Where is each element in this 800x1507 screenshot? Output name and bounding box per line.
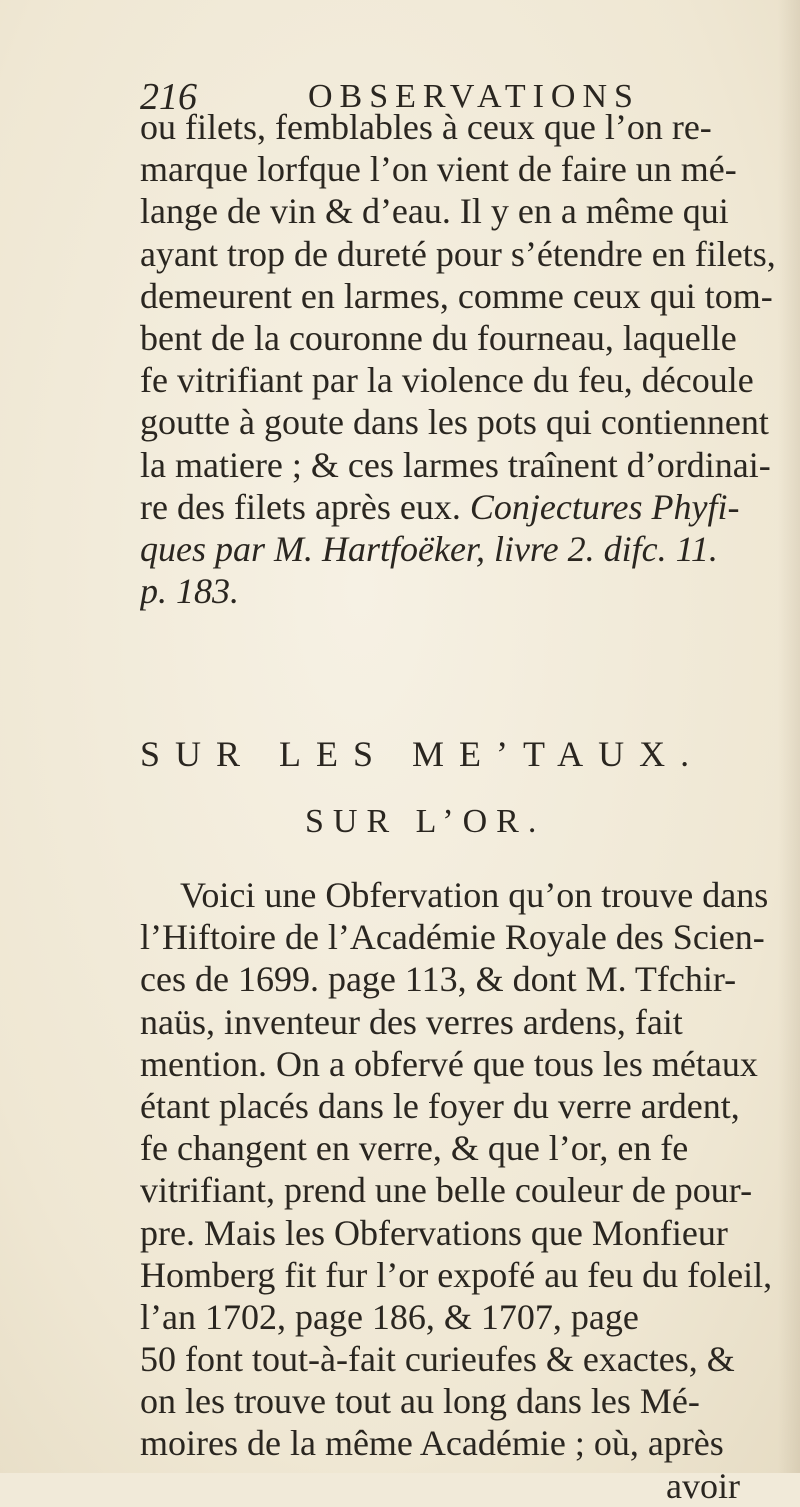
- citation-page: p. 183.: [140, 571, 239, 612]
- text-line: ayant trop de dureté pour s’étendre en filets,: [140, 233, 776, 274]
- page-edge-shadow: [778, 0, 800, 1473]
- text-line: l’Hiftoire de l’Académie Royale des Scien-: [140, 917, 765, 958]
- text-line: moires de la même Académie ; où, après: [140, 1423, 724, 1464]
- text-line: mention. On a obfervé que tous les métaux: [140, 1043, 758, 1084]
- text-line: Voici une Obfervation qu’on trouve dans: [180, 875, 769, 915]
- paragraph-gold: [140, 874, 780, 1507]
- section-heading-gold: SUR L’OR.: [305, 803, 546, 840]
- text-line: 50 font tout-à-fait curieufes & exactes, &: [140, 1339, 735, 1380]
- text-line: marque lorfque l’on vient de faire un mé-: [140, 149, 737, 190]
- text-line: ces de 1699. page 113, & dont M. Tfchir-: [140, 959, 737, 1000]
- citation-line: ques par M. Hartfoëker, livre 2. difc. 11.: [140, 528, 718, 569]
- text-line: fe changent en verre, & que l’or, en fe: [140, 1128, 689, 1169]
- section-heading-metals: SUR LES ME’TAUX.: [140, 734, 705, 774]
- text-line: on les trouve tout au long dans les Mé-: [140, 1381, 700, 1422]
- text-line: demeurent en larmes, comme ceux qui tom-: [140, 275, 773, 316]
- text-line: vitrifiant, prend une belle couleur de pour-: [140, 1170, 753, 1211]
- running-head: OBSERVATIONS: [308, 78, 640, 115]
- text-line: Homberg fit fur l’or expofé au feu du foleil,: [140, 1254, 773, 1295]
- text-line: bent de la couronne du fourneau, laquelle: [140, 317, 737, 358]
- text-line: lange de vin & d’eau. Il y en a même qui: [140, 191, 729, 232]
- catchword: avoir: [666, 1465, 740, 1506]
- text-line: naüs, inventeur des verres ardens, fait: [140, 1001, 683, 1042]
- paragraph-filets: [140, 106, 780, 612]
- text-line: l’an 1702, page 186, & 1707, page: [140, 1296, 639, 1337]
- citation-title: Conjectures Phyfi-: [469, 486, 740, 527]
- text-line: goutte à goute dans les pots qui contiennent: [140, 402, 769, 443]
- page-number: 216: [140, 76, 197, 118]
- text-line: [140, 486, 780, 528]
- text-line: étant placés dans le foyer du verre ardent,: [140, 1085, 740, 1126]
- text-line: pre. Mais les Obfervations que Monfieur: [140, 1212, 728, 1253]
- text-line: la matiere ; & ces larmes traînent d’ordinai-: [140, 444, 771, 485]
- text-line: ou filets, femblables à ceux que l’on re-: [140, 107, 712, 147]
- text-line: fe vitrifiant par la violence du feu, découle: [140, 360, 754, 401]
- text-line-part: re des filets après eux.: [140, 486, 461, 527]
